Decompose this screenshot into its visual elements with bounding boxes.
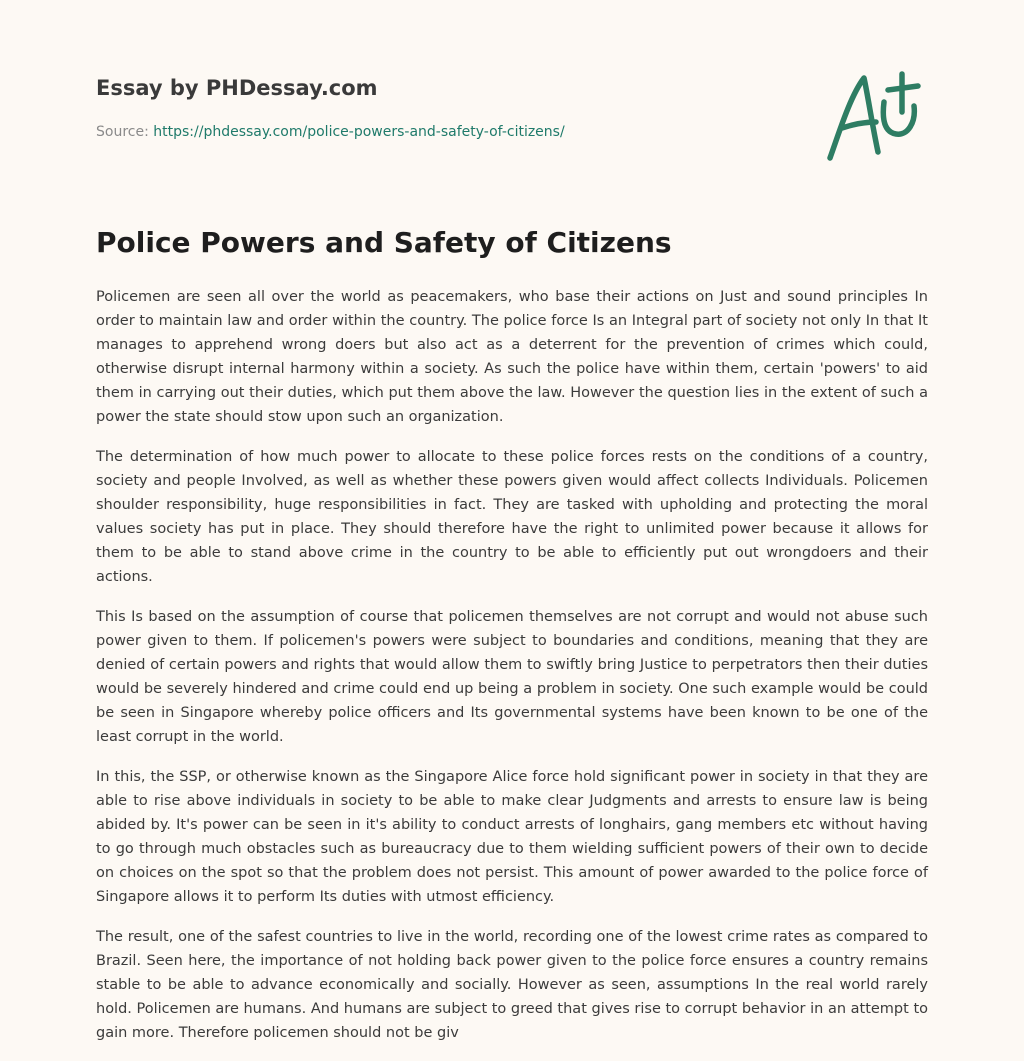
essay-paragraph: The determination of how much power to allocate to these police forces rests on the conditions of a country, society and people Involved, as well as whether these powers given would affect collects Individuals. Policemen shoulder responsibility, huge responsibilities in fact. They are tasked with upholding and protecting the moral values society has put in place. They should therefore have the right to unlimited power because it allows for them to be able to stand above crime in the country to be able to efficiently put out wrongdoers and their actions. (96, 449, 928, 585)
essay-title: Police Powers and Safety of Citizens (96, 226, 672, 259)
essay-paragraph: The result, one of the safest countries to live in the world, recording one of the lowest crime rates as compared to Brazil. Seen here, the importance of not holding back power given to the police force ensures a country remains stable to be able to advance economically and socially. However as seen, assumptions In the real world rarely hold. Policemen are humans. And humans are subject to greed that gives rise to corrupt behavior in an attempt to gain more. Therefore policemen should not be giv (96, 929, 928, 1041)
site-title: Essay by PHDessay.com (96, 76, 378, 100)
essay-paragraph: This Is based on the assumption of course that policemen themselves are not corrupt and would not abuse such power given to them. If policemen's powers were subject to boundaries and conditions, meaning that they are denied of certain powers and rights that would allow them to swiftly bring Justice to perpetrators then their duties would be severely hindered and crime could end up being a problem in society. One such example would be could be seen in Singapore whereby police officers and Its governmental systems have been known to be one of the least corrupt in the world. (96, 609, 928, 745)
essay-body (96, 285, 928, 1061)
source-label: Source: (96, 124, 149, 140)
source-link[interactable]: https://phdessay.com/police-powers-and-safety-of-citizens/ (153, 124, 565, 140)
essay-paragraph: In this, the SSP, or otherwise known as the Singapore Alice force hold significant power in society in that they are able to rise above individuals in society to be able to make clear Judgments and arrests to ensure law is being abided by. It's power can be seen in it's ability to conduct arrests of longhairs, gang members etc without having to go through much obstacles such as bureaucracy due to them wielding sufficient powers of their own to decide on choices on the spot so that the problem does not persist. This amount of power awarded to the police force of Singapore allows it to perform Its duties with utmost efficiency. (96, 769, 928, 905)
a-plus-grade-icon (820, 66, 928, 166)
source-line (96, 124, 565, 140)
essay-paragraph: Policemen are seen all over the world as peacemakers, who base their actions on Just and sound principles In order to maintain law and order within the country. The police force Is an Integral part of society not only In that It manages to apprehend wrong doers but also act as a deterrent for the prevention of crimes which could, otherwise disrupt internal harmony within a society. As such the police have within them, certain 'powers' to aid them in carrying out their duties, which put them above the law. However the question lies in the extent of such a power the state should stow upon such an organization. (96, 289, 928, 425)
